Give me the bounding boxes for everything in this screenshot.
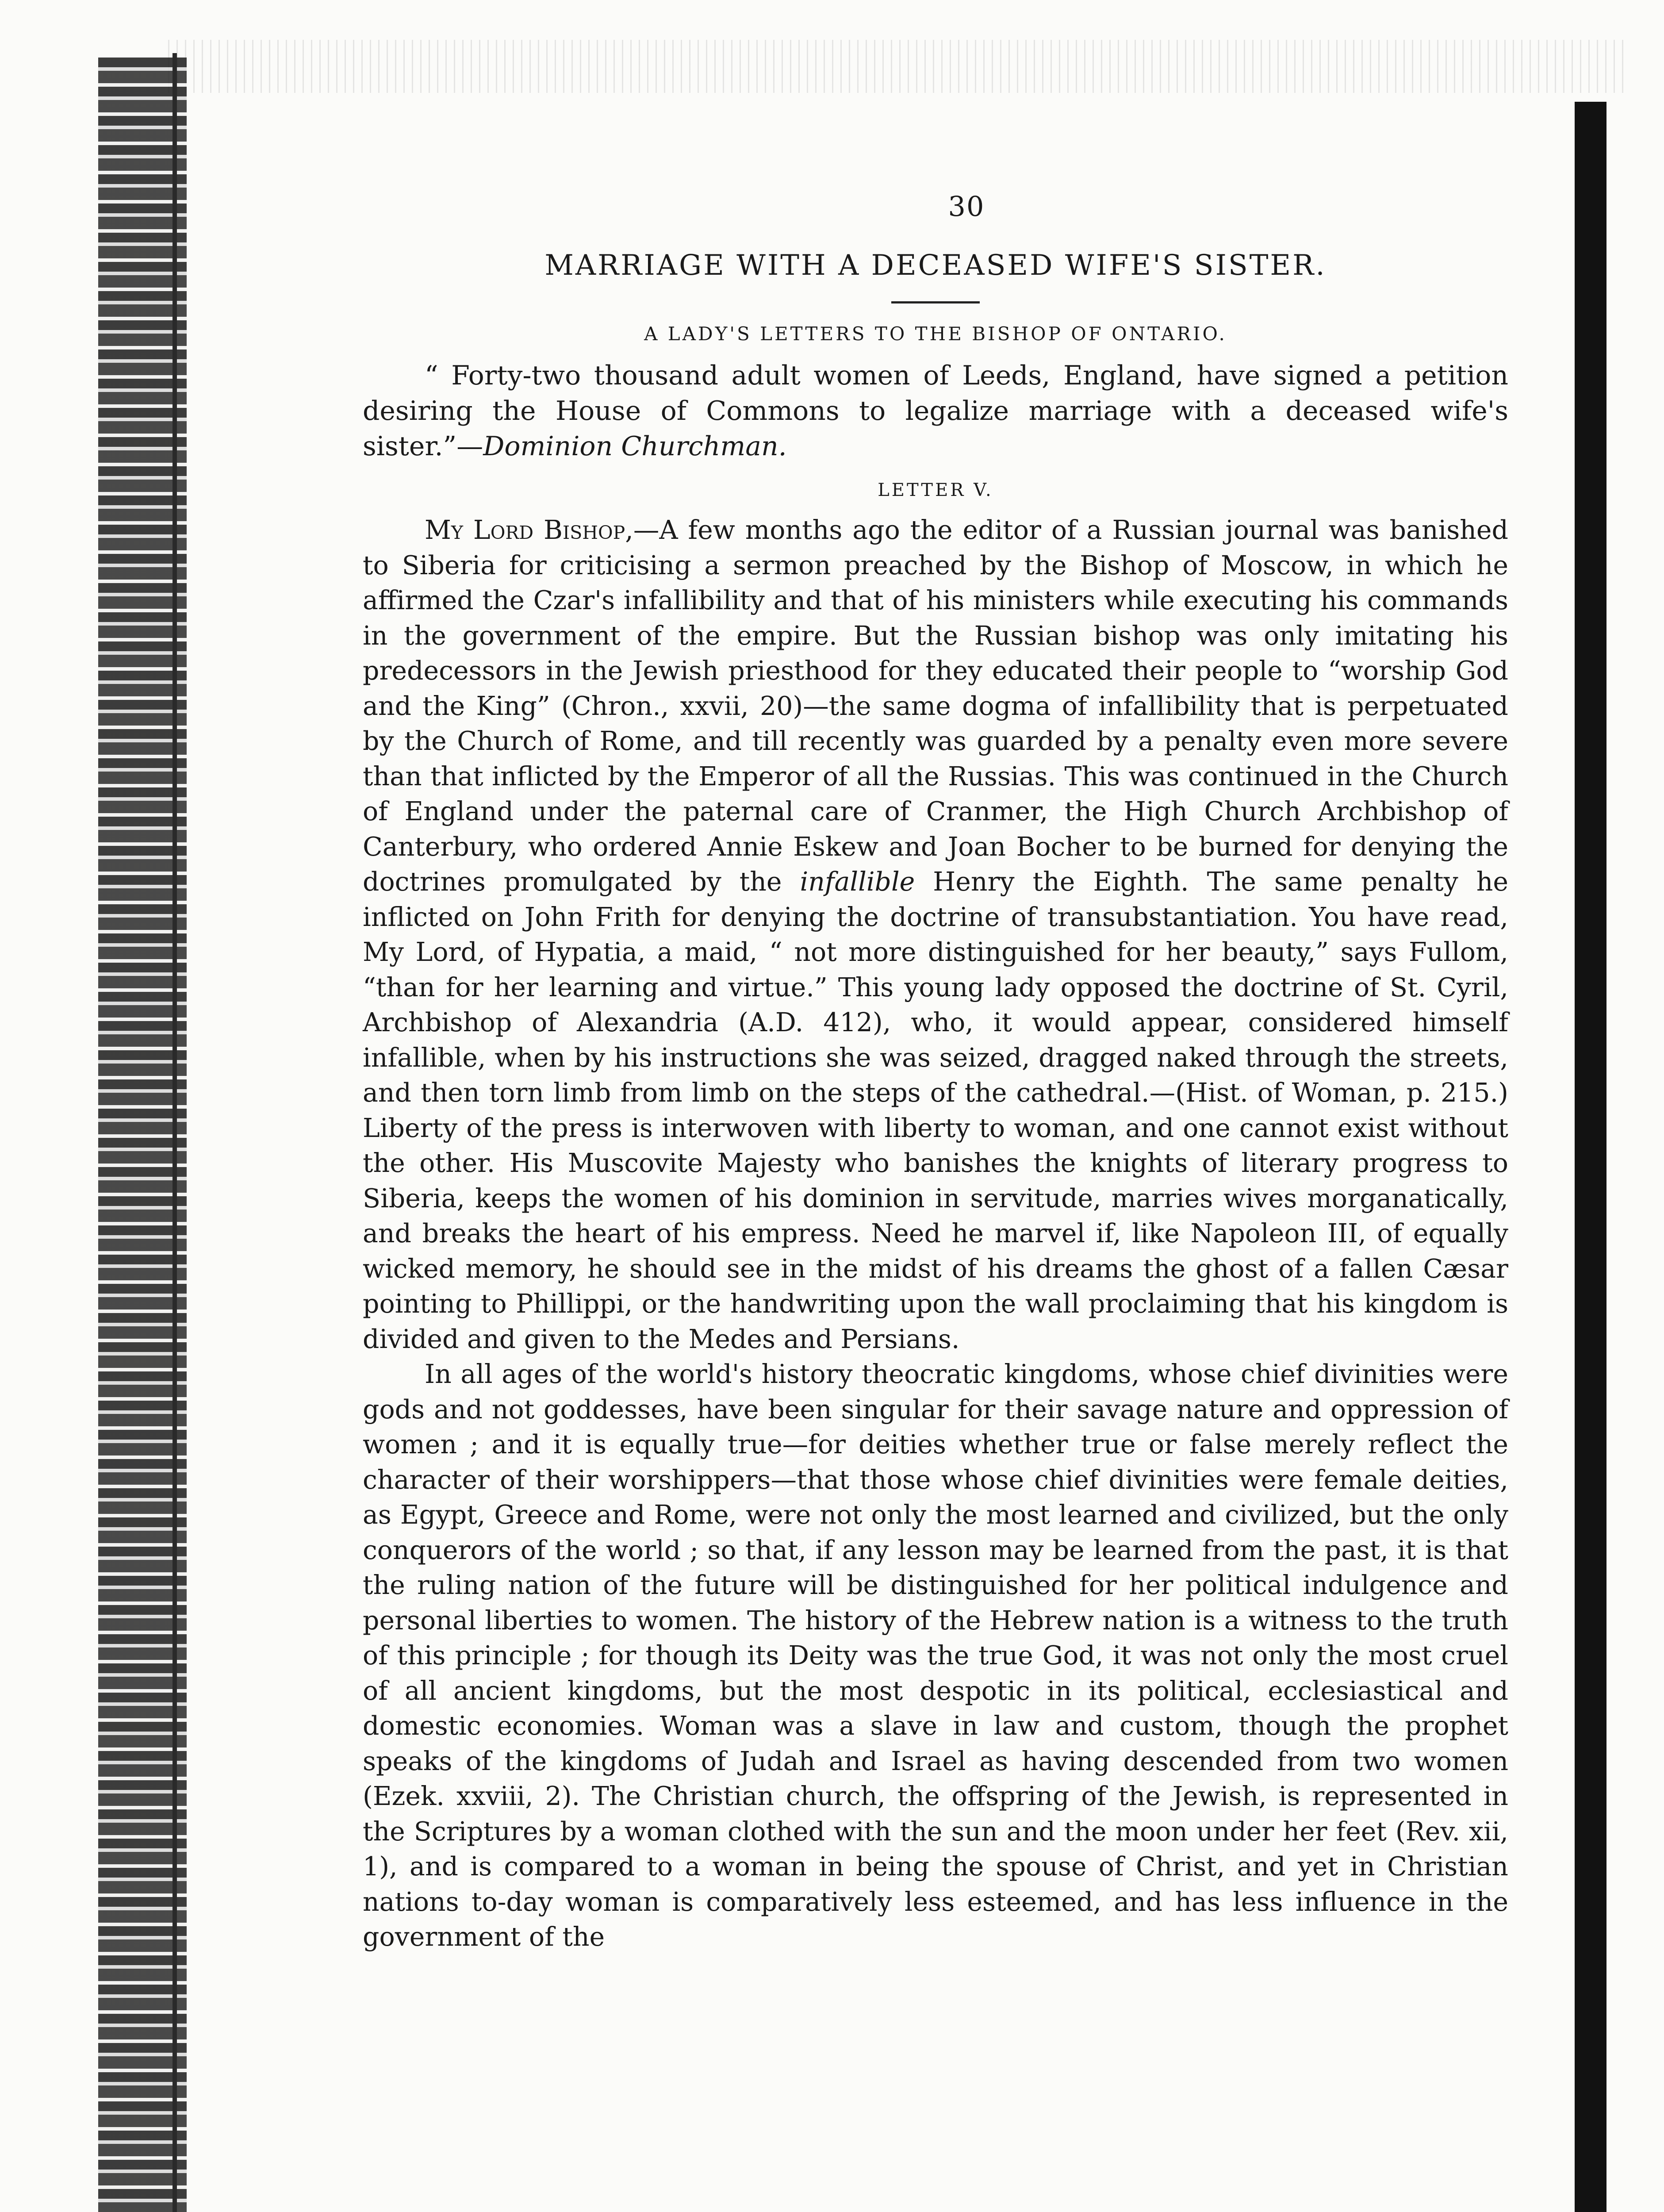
- text-block: [363, 190, 1508, 1955]
- epigraph-quote: “ Forty-two thousand adult women of Leeds, England, have signed a petition desiring the House of Commons to legalize marriage with a deceased wife's sister.”—: [363, 360, 1508, 462]
- subtitle: A LADY'S LETTERS TO THE BISHOP OF ONTARIO.: [644, 323, 1227, 345]
- paragraph-1-text-b: Henry the Eighth. The same penalty he inflicted on John Frith for denying the doctrine of transubstantiation. You have read, My Lord, of Hypatia, a maid, “ not more distinguished for her beauty,” says Fullom, “than for her learning and virtue.” This young lady opposed the doctrine of St. Cyril, Archbishop of Alexandria (A.D. 412), who, it would appear, considered himself infallible, when by his instructions she was seized, dragged naked through the streets, and then torn limb from limb on the steps of the cathedral.—(Hist. of Woman, p. 215.) Liberty of the press is interwoven with liberty to woman, and one cannot exist without the other. His Muscovite Majesty who banishes the knights of literary progress to Siberia, keeps the women of his dominion in servitude, marries wives morganatically, and breaks the heart of his empress. Need he marvel if, like Napoleon III, of equally wicked memory, he should see in the midst of his dreams the ghost of a fallen Cæsar pointing to Phillippi, or the handwriting upon the wall proclaiming that his kingdom is divided and given to the Medes and Persians.: [363, 867, 1508, 1354]
- paragraph-1-text-a: —A few months ago the editor of a Russian journal was banished to Siberia for criticising a sermon preached by the Bishop of Moscow, in which he affirmed the Czar's infallibility and that of his ministers while executing his commands in the government of the empire. But the Russian bishop was only imitating his predecessors in the Jewish priesthood for they educated their people to “worship God and the King” (Chron., xxvii, 20)—the same dogma of infallibility that is perpetuated by the Church of Rome, and till recently was guarded by a penalty even more severe than that inflicted by the Emperor of all the Russias. This was continued in the Church of England under the paternal care of Cranmer, the High Church Archbishop of Canterbury, who ordered Annie Eskew and Joan Bocher to be burned for denying the doctrines promulgated by the: [363, 515, 1508, 897]
- paragraph-1: [363, 513, 1508, 1357]
- scan-noise-top: [168, 40, 1628, 93]
- scan-right-edge: [1575, 102, 1606, 2212]
- paragraph-2: In all ages of the world's history theocratic kingdoms, whose chief divinities were gods and not goddesses, have been singular for their savage nature and oppression of women ; and it is equally true—for deities whether true or false merely reflect the character of their worshippers—that those whose chief divinities were female deities, as Egypt, Greece and Rome, were not only the most learned and civilized, but the only conquerors of the world ; so that, if any lesson may be learned from the past, it is that the ruling nation of the future will be distinguished for her political indulgence and personal liberties to women. The history of the Hebrew nation is a witness to the truth of this principle ; for though its Deity was the true God, it was not only the most cruel of all ancient kingdoms, but the most despotic in its political, ecclesiastical and domestic economies. Woman was a slave in law and custom, though the prophet speaks of the kingdoms of Judah and Israel as having descended from two women (Ezek. xxviii, 2). The Christian church, the offspring of the Jewish, is represented in the Scriptures by a woman clothed with the sun and the moon under her feet (Rev. xii, 1), and is compared to a woman in being the spouse of Christ, and yet in Christian nations to-day woman is comparatively less esteemed, and has less influence in the government of the: [363, 1359, 1508, 1952]
- title-rule: [891, 301, 980, 303]
- page-title: MARRIAGE WITH A DECEASED WIFE'S SISTER.: [544, 249, 1327, 282]
- letter-heading: LETTER V.: [878, 480, 993, 500]
- paragraph-1-italic: infallible: [800, 867, 915, 897]
- salutation: My Lord Bishop,: [425, 515, 633, 545]
- epigraph: [363, 358, 1508, 464]
- page-number: 30: [948, 190, 985, 223]
- scan-left-rule: [173, 53, 177, 2212]
- epigraph-source: Dominion Churchman.: [483, 431, 787, 462]
